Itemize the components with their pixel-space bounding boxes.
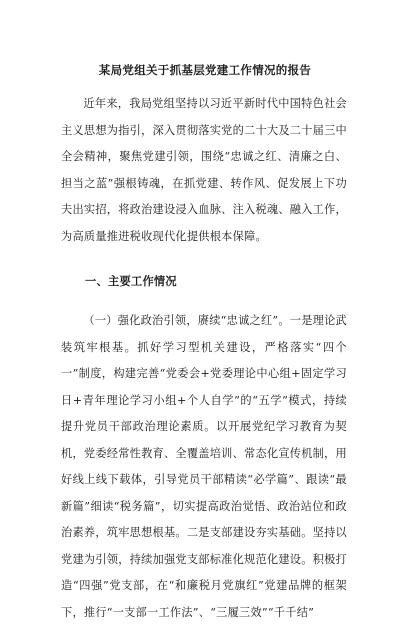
document-title: 某局党组关于抓基层党建工作情况的报告	[98, 63, 312, 77]
section-heading: 一、主要工作情况	[85, 275, 177, 288]
intro-paragraph: 近年来，我局党组坚持以习近平新时代中国特色社会主义思想为指引，深入贯彻落实党的二十大及二十届三中全会精神，聚焦党建引领，围绕“忠诚之红、清廉之白、担当之蓝”强根铸魂，在抓党建、转作风、促发展上下功夫出实招，将政治建设浸入血脉、注入税魂、融入工作，为高质量推进税收现代化提供根本保障。	[61, 97, 347, 243]
section-body-paragraph: （一）强化政治引领，赓续“忠诚之红”。一是理论武装筑牢根基。抓好学习型机关建设，严格落实“四个一”制度，构建完善“党委会+党委理论中心组+固定学习日+青年理论学习小组+个人自学”的“五学”模式，持续提升党员干部政治理论素质。以开展党纪学习教育为契机，党委经常性教育、全覆盖培训、常态化宣传机制，用好线上线下载体，引导党员干部精读“必学篇”、跟读“最新篇”细读“税务篇”，切实提高政治觉悟、政治站位和政治素养，筑牢思想根基。二是支部建设夯实基础。坚持以党建为引领，持续加强党支部标准化规范化建设。积极打造“四强”党支部，在“和廉税月党旗红”党建品牌的框架下，推行“一支部一工作法”、“三履三效”“千千结”	[61, 314, 347, 619]
